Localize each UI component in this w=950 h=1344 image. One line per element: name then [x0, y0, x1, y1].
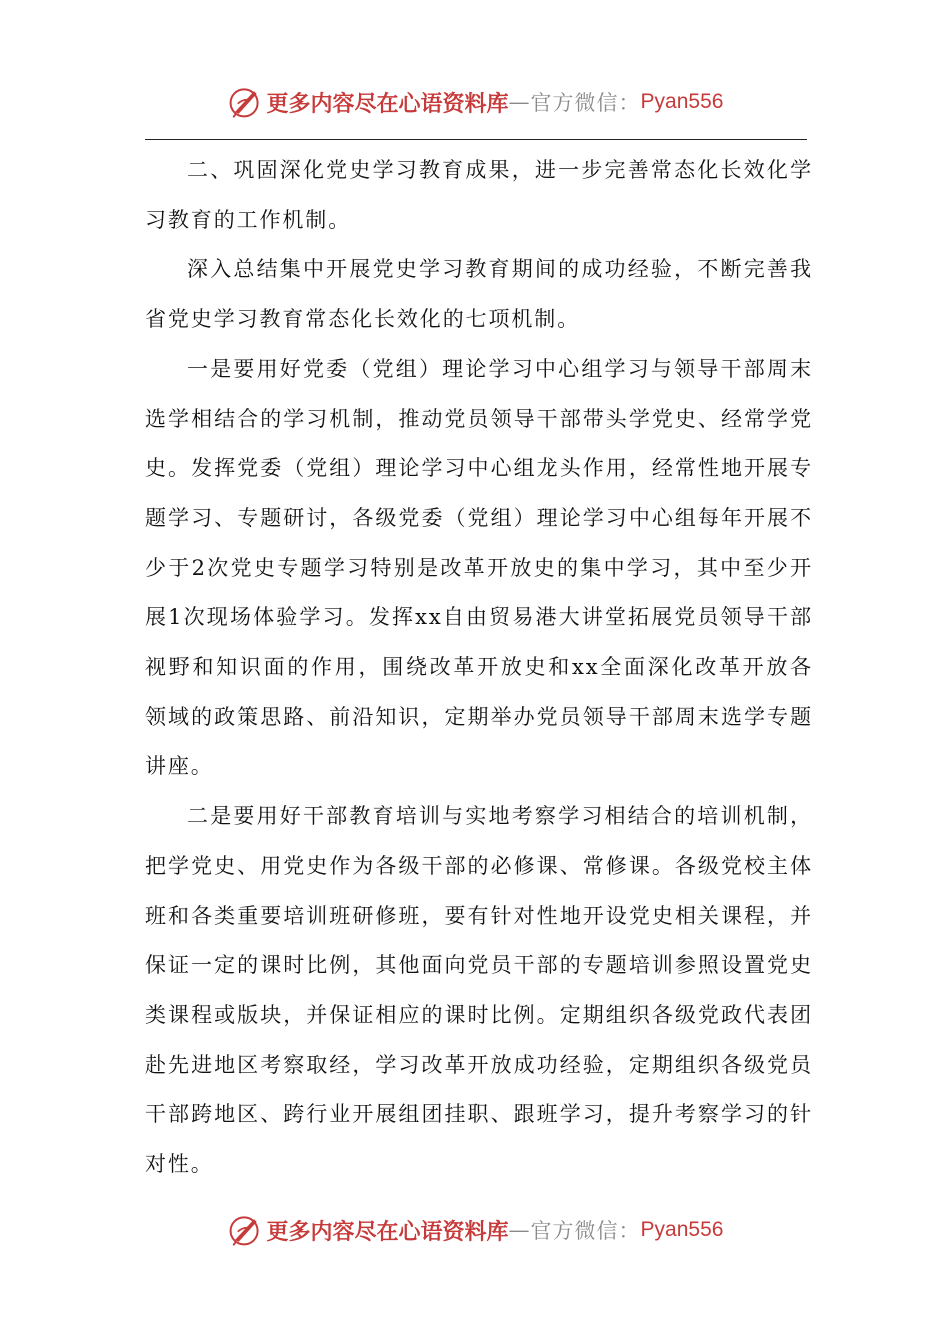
body-paragraph-mechanism-2: 二是要用好干部教育培训与实地考察学习相结合的培训机制，把学党史、用党史作为各级干部的必修课、常修课。各级党校主体班和各类重要培训班研修班，要有针对性地开设党史相关课程，并保证一定的课时比例，其他面向党员干部的专题培训参照设置党史类课程或版块，并保证相应的课时比例。定期组织各级党政代表团赴先进地区考察取经，学习改革开放成功经验，定期组织各级党员干部跨地区、跨行业开展组团挂职、跟班学习，提升考察学习的针对性。 — [145, 804, 813, 1177]
footer-wechat-id: Pyan556 — [640, 1218, 724, 1241]
footer-separator: — — [508, 1218, 531, 1242]
body-paragraph-intro: 深入总结集中开展党史学习教育期间的成功经验，不断完善我省党史学习教育常态化长效化的七项机制。 — [145, 257, 813, 332]
header-wechat-label: 官方微信： — [530, 91, 641, 115]
header-wechat-id: Pyan556 — [640, 90, 724, 113]
section-heading: 二、巩固深化党史学习教育成果，进一步完善常态化长效化学习教育的工作机制。 — [145, 158, 813, 232]
footer-wechat-label: 官方微信： — [530, 1219, 641, 1243]
header-divider — [145, 139, 807, 140]
quill-logo-icon — [227, 1212, 263, 1248]
header-banner — [0, 82, 950, 122]
footer-brand-text: 更多内容尽在心语资料库 — [266, 1218, 509, 1245]
footer-banner — [0, 1210, 950, 1250]
document-body — [145, 146, 813, 1190]
body-paragraph-mechanism-1: 一是要用好党委（党组）理论学习中心组学习与领导干部周末选学相结合的学习机制，推动党员领导干部带头学党史、经常学党史。发挥党委（党组）理论学习中心组龙头作用，经常性地开展专题学习、专题研讨，各级党委（党组）理论学习中心组每年开展不少于2次党史专题学习特别是改革开放史的集中学习，其中至少开展1次现场体验学习。发挥xx自由贸易港大讲堂拓展党员领导干部视野和知识面的作用，围绕改革开放史和xx全面深化改革开放各领域的政策思路、前沿知识，定期举办党员领导干部周末选学专题讲座。 — [145, 356, 813, 779]
quill-logo-icon — [227, 84, 263, 120]
header-separator: — — [508, 90, 531, 114]
header-brand-text: 更多内容尽在心语资料库 — [266, 90, 509, 117]
